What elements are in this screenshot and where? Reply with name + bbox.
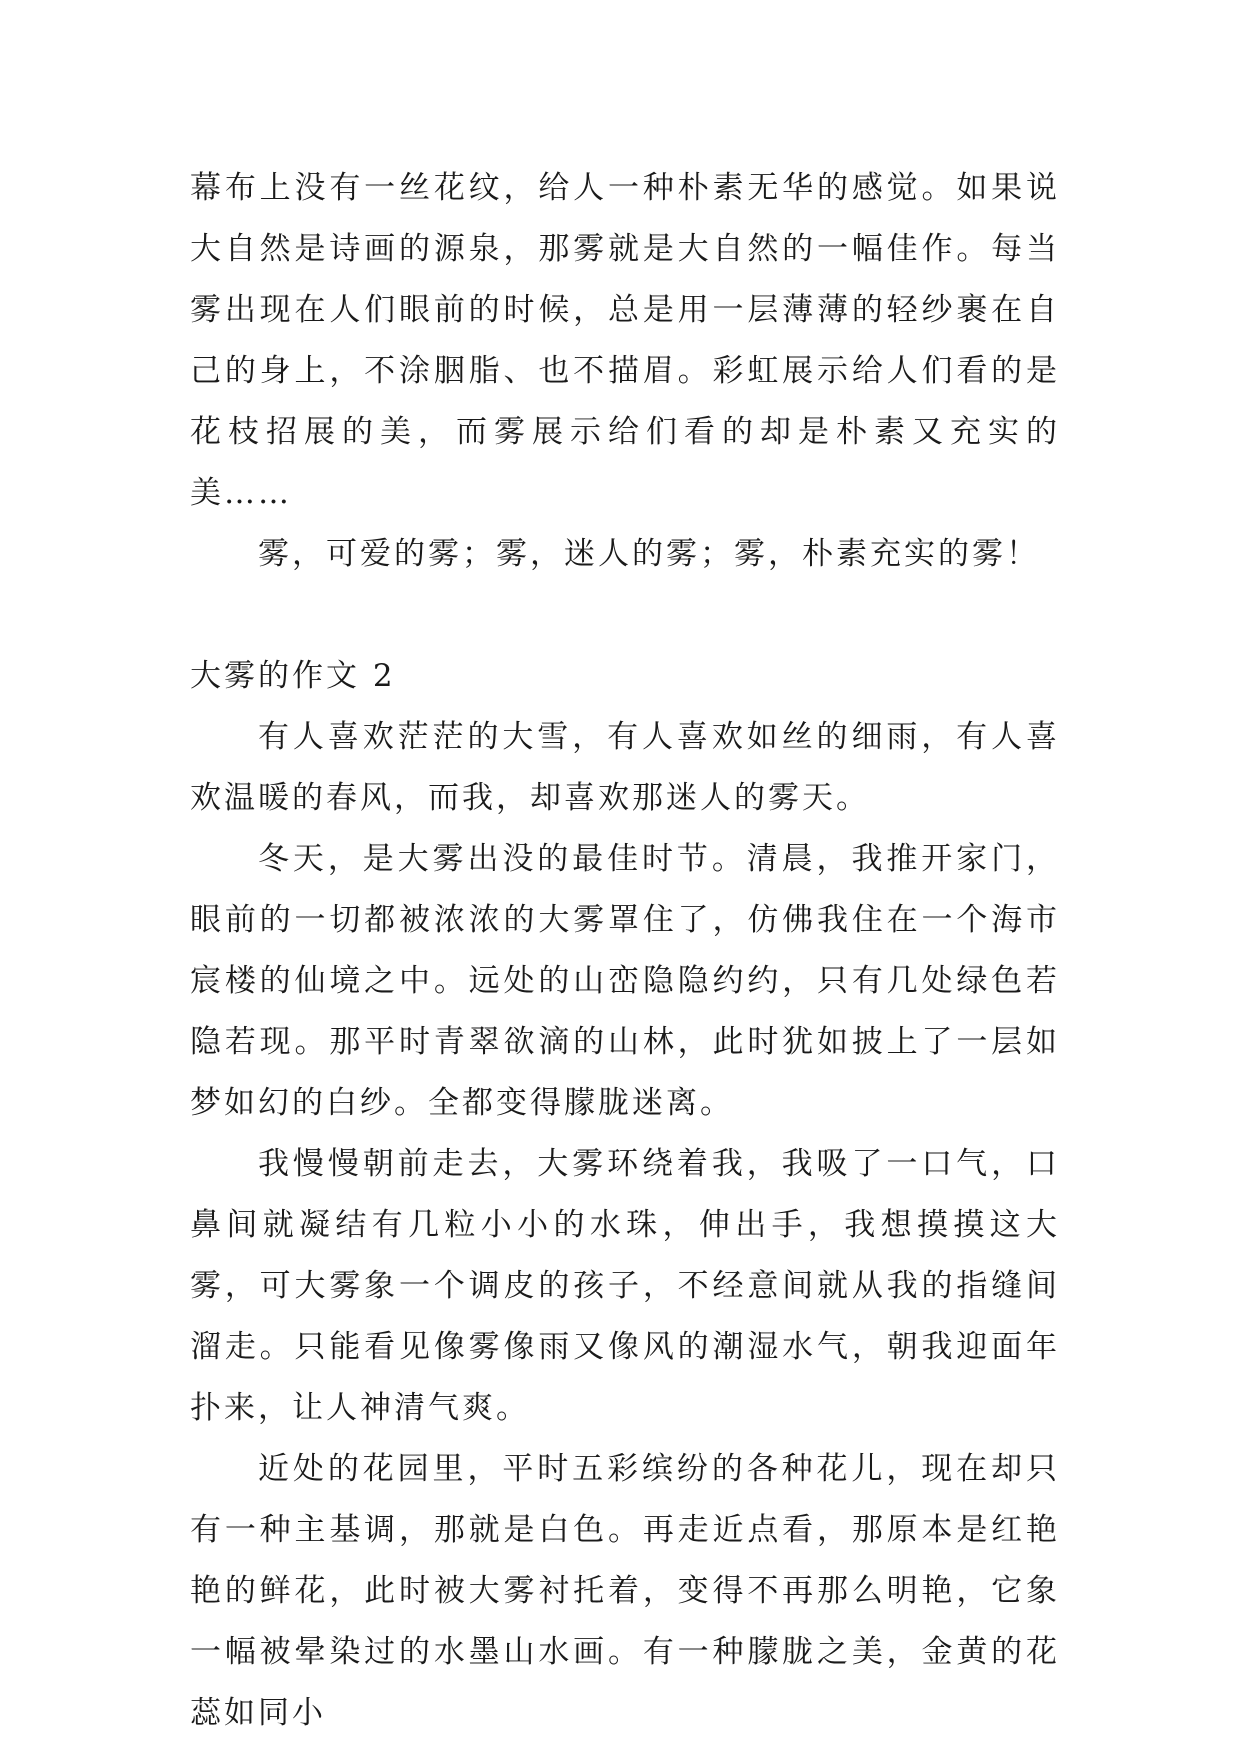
paragraph-2: 冬天，是大雾出没的最佳时节。清晨，我推开家门，眼前的一切都被浓浓的大雾罩住了，仿佛我住在一个海市宸楼的仙境之中。远处的山峦隐隐约约，只有几处绿色若隐若现。那平时青翠欲滴的山林，此时犹如披上了一层如梦如幻的白纱。全都变得朦胧迷离。	[190, 841, 1060, 1121]
paragraph-1: 有人喜欢茫茫的大雪，有人喜欢如丝的细雨，有人喜欢温暖的春风，而我，却喜欢那迷人的雾天。	[190, 719, 1060, 816]
paragraph-continuation: 幕布上没有一丝花纹，给人一种朴素无华的感觉。如果说大自然是诗画的源泉，那雾就是大自然的一幅佳作。每当雾出现在人们眼前的时候，总是用一层薄薄的轻纱裹在自己的身上，不涂胭脂、也不描眉。彩虹展示给人们看的是花枝招展的美，而雾展示给们看的却是朴素又充实的美……	[190, 170, 1060, 511]
document-page	[190, 158, 1060, 1744]
section-title: 大雾的作文 2	[190, 658, 396, 694]
paragraph-3: 我慢慢朝前走去，大雾环绕着我，我吸了一口气，口鼻间就凝结有几粒小小的水珠，伸出手，我想摸摸这大雾，可大雾象一个调皮的孩子，不经意间就从我的指缝间溜走。只能看见像雾像雨又像风的潮湿水气，朝我迎面年扑来，让人神清气爽。	[190, 1146, 1060, 1426]
paragraph-exclamation: 雾，可爱的雾；雾，迷人的雾；雾，朴素充实的雾！	[258, 536, 1040, 572]
paragraph-4: 近处的花园里，平时五彩缤纷的各种花儿，现在却只有一种主基调，那就是白色。再走近点看，那原本是红艳艳的鲜花，此时被大雾衬托着，变得不再那么明艳，它象一幅被晕染过的水墨山水画。有一种朦胧之美，金黄的花蕊如同小	[190, 1451, 1060, 1731]
